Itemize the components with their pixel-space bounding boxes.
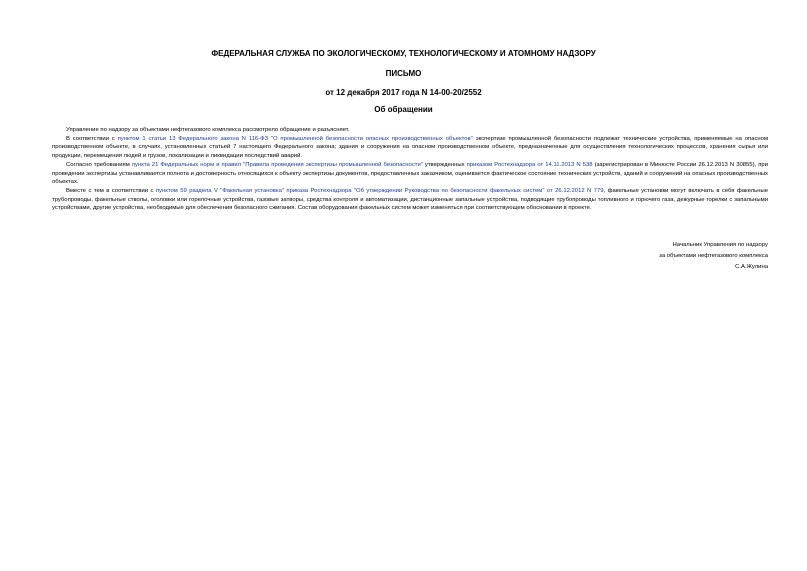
signature-position-line1: Начальник Управления по надзору (672, 242, 768, 248)
signature-block (659, 240, 768, 273)
paragraph-4: Вместе с тем в соответствии с пунктом 59 раздела V "Факельная установка" приказа Ростехнадзора "Об утверждении Руководства по безопасности факельных систем" от 26.12.2012 N 779, факельные установки могут включать в себя факельные трубопроводы, факельные стволы, оголовки или горелочные устройства, газовые затворы, средства контроля и автоматизации, дистанционные запальные устройства, подводящие трубопроводы топливного и горючего газа, дежурные горелки с запальными устройствами, другие устройства, необходимые для обеспечения безопасного сжигания. Состав оборудования факельных систем может изменяться при соответствующем обосновании в проекте. (52, 187, 769, 212)
paragraph-3: Согласно требованиям пункта 21 Федеральных норм и правил "Правила проведения экспертизы промышленной безопасности" утвержденных приказом Ростехнадзора от 14.11.2013 N 538 (зарегистрирован в Минюсте России 26.12.2013 N 30855), при проведении экспертизы устанавливается полнота и достоверность относящихся к объекту экспертизы документов, предоставленных заказчиком, оценивается фактическое состояние технических устройств, зданий и сооружений на опасных производственных объектах. (52, 161, 768, 186)
flare-guide-link[interactable]: пунктом 59 раздела V "Факельная установка" приказа Ростехнадзора "Об утверждении Руководства по безопасности факельных систем" от 26.12.2012 N 779 (155, 187, 604, 194)
order-538-link[interactable]: приказом Ростехнадзора от 14.11.2013 N 538 (466, 161, 593, 168)
agency-title: ФЕДЕРАЛЬНАЯ СЛУЖБА ПО ЭКОЛОГИЧЕСКОМУ, ТЕХНОЛОГИЧЕСКОМУ И АТОМНОМУ НАДЗОРУ (211, 49, 596, 58)
law-116-fz-link[interactable]: пунктом 1 статьи 13 Федерального закона N 116-ФЗ "О промышленной безопасности опасных производственных объектов" (117, 135, 473, 142)
signature-name: С.А.Жулина (735, 264, 768, 270)
document-body (52, 126, 768, 213)
paragraph-1: Управление по надзору за объектами нефтегазового комплекса рассмотрело обращение и разъясняет. (66, 127, 350, 133)
document-date-number: от 12 декабря 2017 года N 14-00-20/2552 (325, 88, 482, 97)
signature-position-line2: за объектами нефтегазового комплекса (659, 253, 768, 259)
fnp-expertise-link[interactable]: пункта 21 Федеральных норм и правил "Правила проведения экспертизы промышленной безопасности" (131, 161, 423, 168)
document-subject: Об обращении (374, 105, 433, 114)
document-type: ПИСЬМО (385, 69, 422, 78)
paragraph-2: В соответствии с пунктом 1 статьи 13 Федерального закона N 116-ФЗ "О промышленной безопасности опасных производственных объектов" экспертизе промышленной безопасности подлежат технические устройства, применяемые на опасном производственном объекте, в случаях, установленных статьей 7 настоящего Федерального закона; здания и сооружения на опасном производственном объекте, предназначенные для осуществления технологических процессов, хранения сырья или продукции, перемещения людей и грузов, локализации и ликвидации последствий аварий. (52, 135, 768, 160)
